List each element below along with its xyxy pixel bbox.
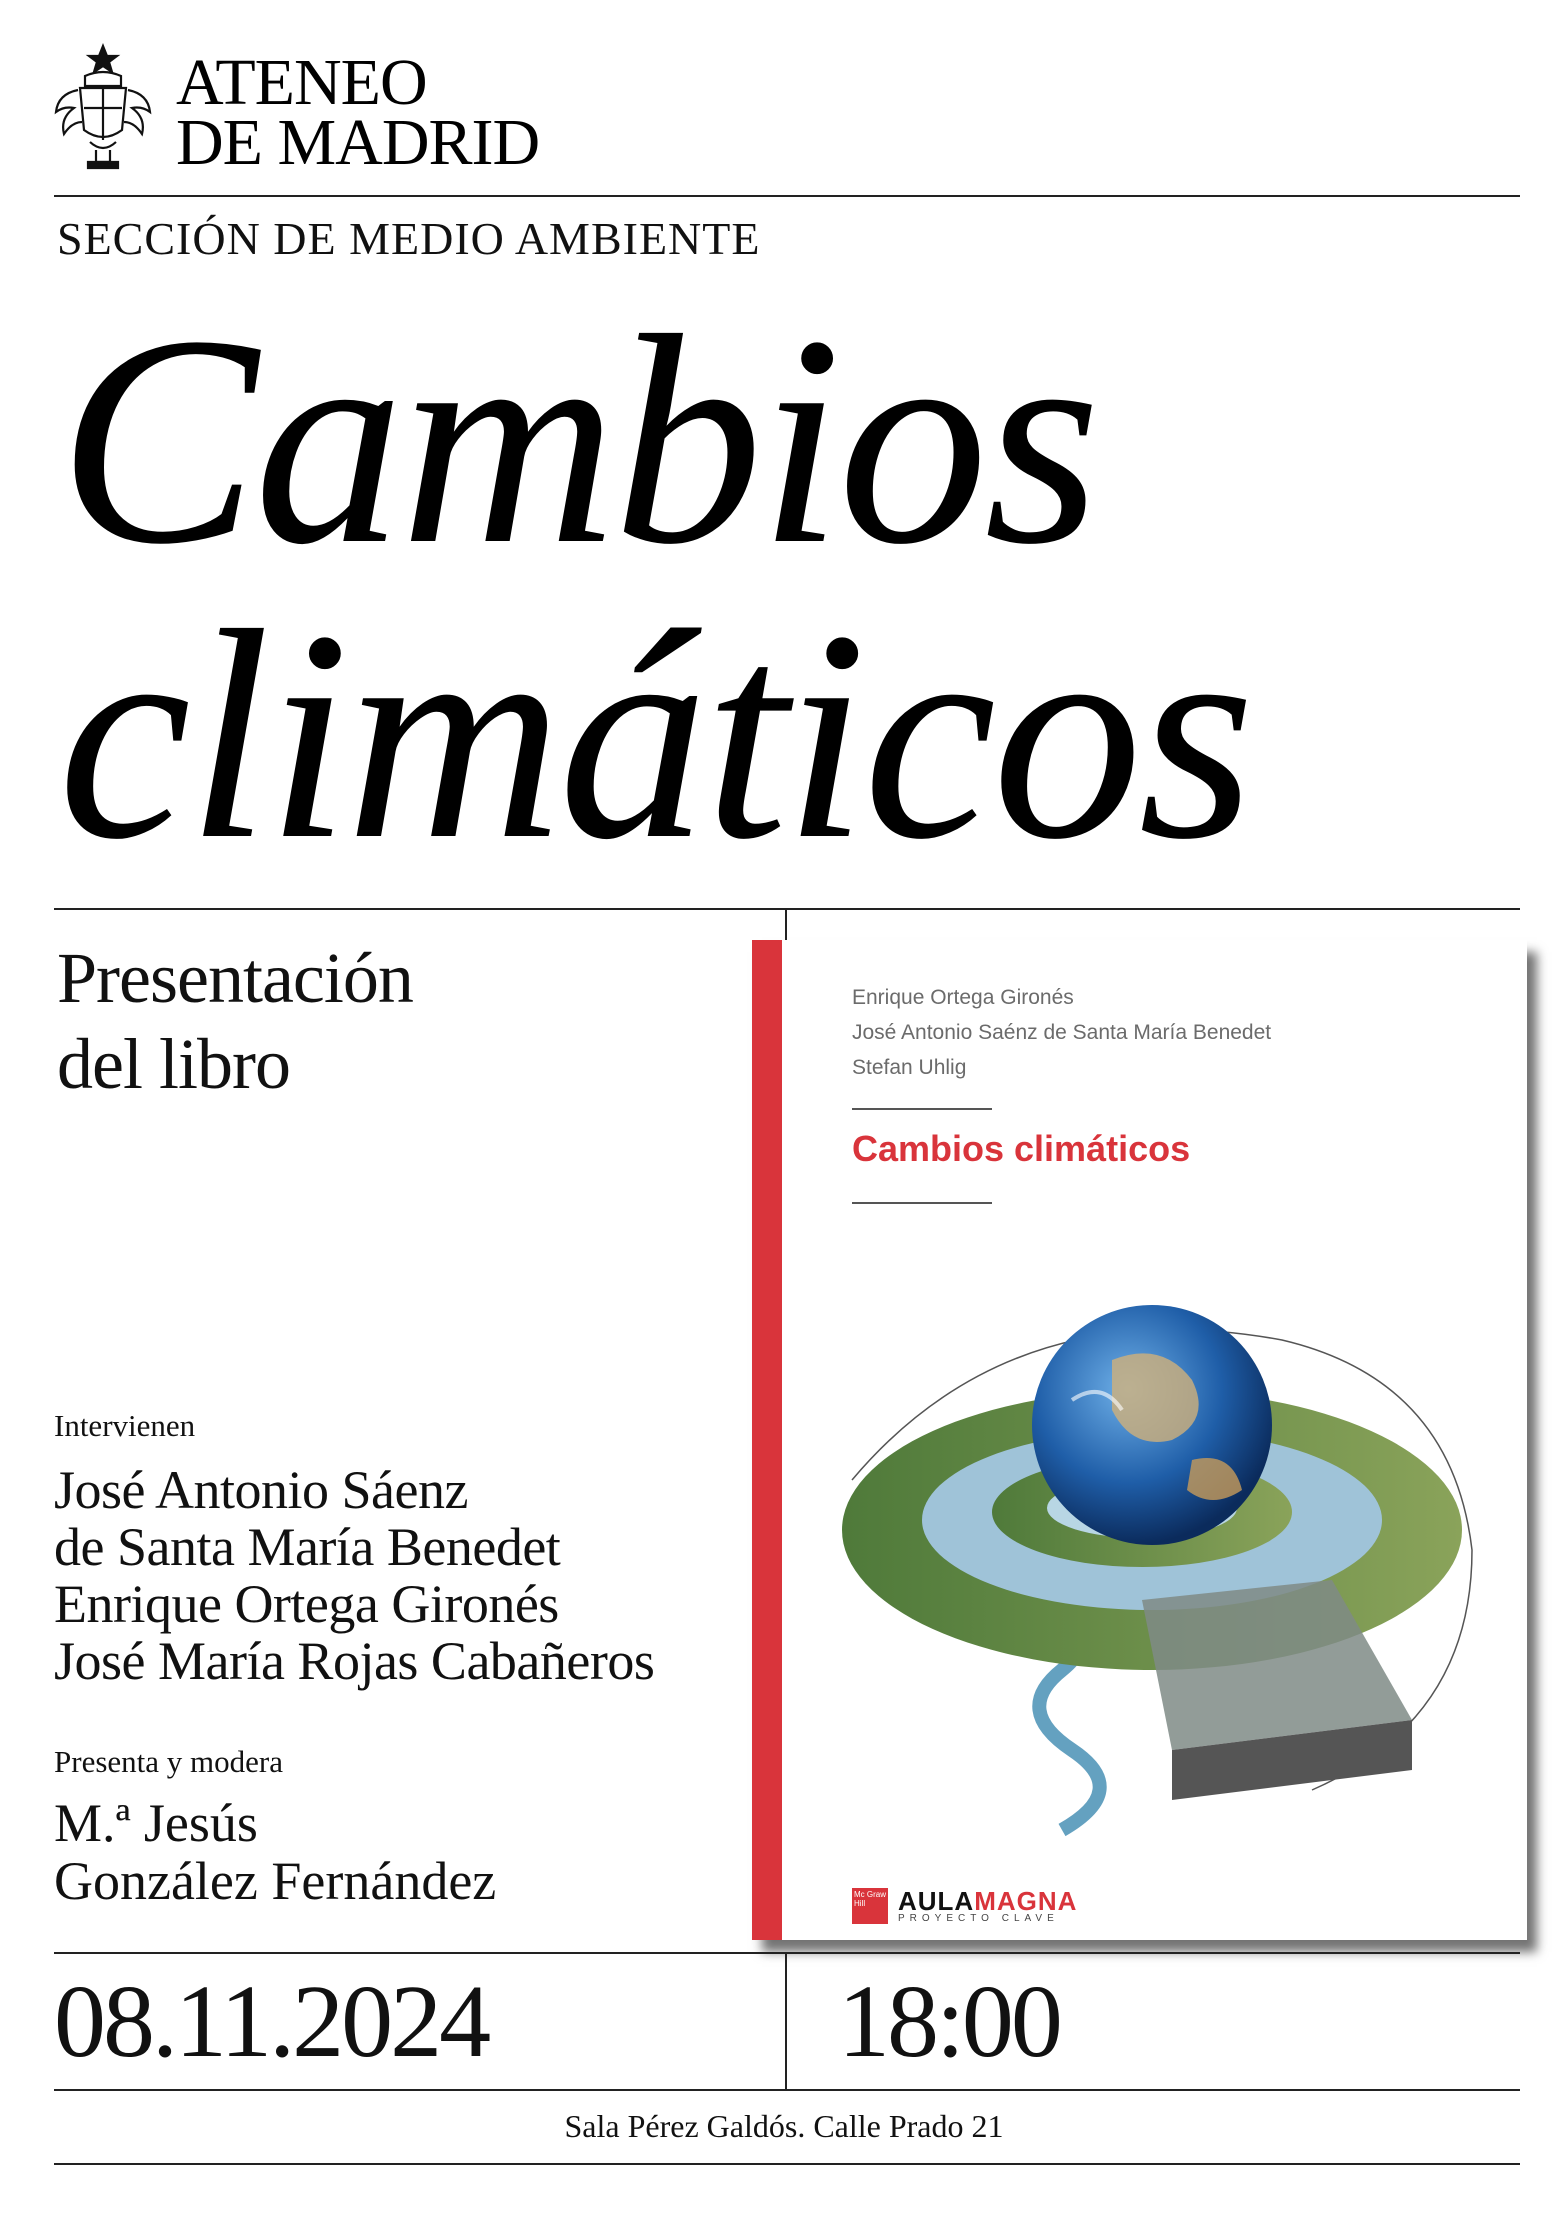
main-title-line2: climáticos [58, 569, 1252, 901]
column-divider [785, 1952, 787, 2089]
ateneo-crest-icon [50, 42, 156, 170]
mcgraw-hill-logo: Mc Graw Hill [852, 1888, 888, 1924]
logo-text-ateneo: ATENEO [176, 46, 427, 119]
book-authors [852, 980, 1271, 1085]
event-date: 08.11.2024 [54, 1964, 489, 2079]
geologic-spiral-earth-illustration [812, 1250, 1502, 1870]
speakers-list [54, 1462, 654, 1690]
divider [54, 195, 1520, 197]
moderator-label: Presenta y modera [54, 1744, 283, 1779]
book-divider [852, 1108, 992, 1110]
speakers-label: Intervienen [54, 1408, 196, 1443]
event-venue: Sala Pérez Galdós. Calle Prado 21 [564, 2108, 1004, 2144]
book-divider [852, 1202, 992, 1204]
publisher-name-a: AULA [898, 1885, 975, 1916]
book-title: Cambios climáticos [852, 1128, 1191, 1169]
aula-magna-wordmark [898, 1885, 1078, 1924]
presentation-heading: Presentación del libro [57, 938, 413, 1104]
divider [54, 2163, 1520, 2165]
book-author: Stefan Uhlig [852, 1056, 967, 1079]
book-cover [752, 940, 1527, 1940]
book-author: Enrique Ortega Gironés [852, 986, 1074, 1009]
divider [54, 908, 1520, 910]
event-time: 18:00 [838, 1964, 1060, 2079]
section-title: SECCIÓN DE MEDIO AMBIENTE [57, 213, 761, 264]
divider [54, 2089, 1520, 2091]
main-title-line1: Cambios [58, 274, 1097, 606]
speaker-line: de Santa María Benedet [54, 1517, 561, 1577]
speaker-line: José Antonio Sáenz [54, 1460, 468, 1520]
divider [54, 1952, 1520, 1954]
publisher-logo [852, 1885, 1078, 1924]
book-spine [752, 940, 782, 1940]
publisher-subtitle: PROYECTO CLAVE [898, 1912, 1059, 1924]
moderator-name: M.ª Jesús González Fernández [54, 1793, 497, 1911]
speaker-line: Enrique Ortega Gironés [54, 1574, 559, 1634]
logo-text-de-madrid: DE MADRID [176, 106, 540, 179]
speaker-line: José María Rojas Cabañeros [54, 1631, 655, 1691]
publisher-name-b: MAGNA [974, 1885, 1078, 1916]
book-author: José Antonio Saénz de Santa María Benedet [852, 1021, 1272, 1044]
